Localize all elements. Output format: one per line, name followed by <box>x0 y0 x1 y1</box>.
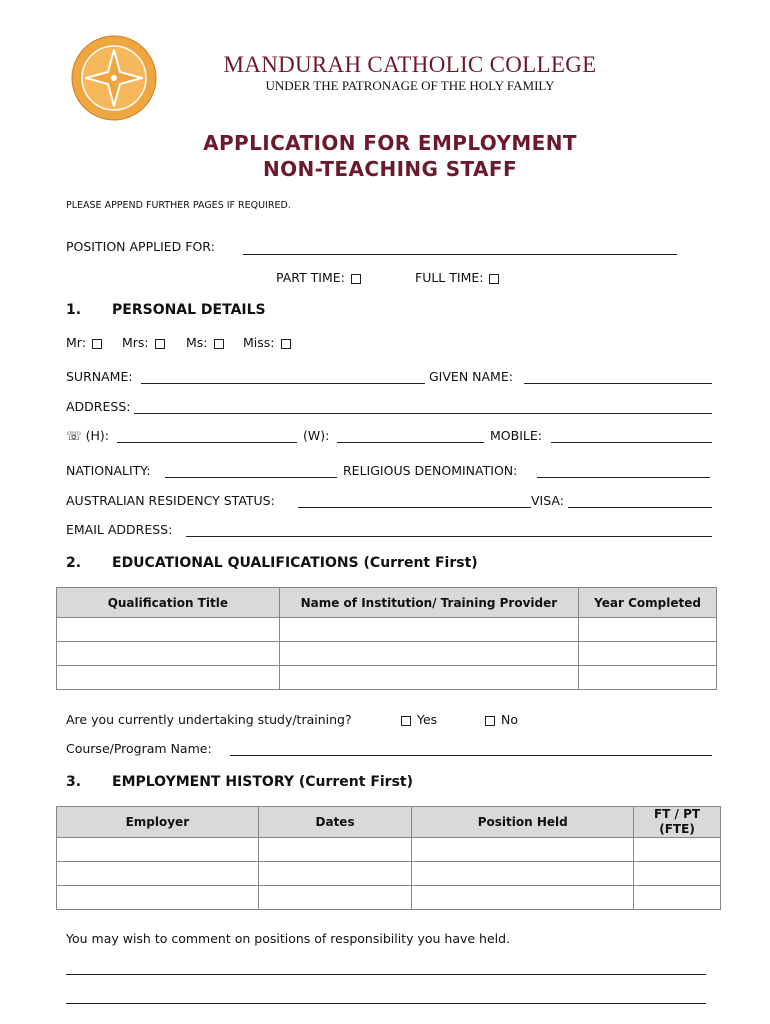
nationality-field[interactable] <box>165 465 337 478</box>
course-field[interactable] <box>230 743 712 756</box>
residency-field[interactable] <box>298 495 531 508</box>
form-title: APPLICATION FOR EMPLOYMENT <box>203 131 577 155</box>
phone-home-field[interactable] <box>117 430 297 443</box>
fte-cell[interactable] <box>634 838 721 862</box>
education-table <box>56 587 717 690</box>
title-ms: Ms: <box>186 335 208 350</box>
comment-line-2[interactable] <box>66 991 706 1004</box>
fte-cell[interactable] <box>634 862 721 886</box>
position-cell[interactable] <box>412 838 634 862</box>
position-label: POSITION APPLIED FOR: <box>66 239 215 254</box>
section-employment-heading: 3. EMPLOYMENT HISTORY (Current First) <box>66 774 414 790</box>
table-row <box>57 618 717 642</box>
mrs-checkbox[interactable] <box>155 339 165 349</box>
study-yes-label: Yes <box>417 712 438 727</box>
form-subtitle: NON-TEACHING STAFF <box>262 157 518 181</box>
position-cell[interactable] <box>412 886 634 910</box>
study-no-label: No <box>501 712 518 727</box>
column-header: Name of Institution/ Training Provider <box>279 588 578 618</box>
dates-cell[interactable] <box>258 862 412 886</box>
institution-cell[interactable] <box>279 666 578 690</box>
column-header: Position Held <box>412 807 634 838</box>
phone-icon: ☏ <box>66 428 82 443</box>
column-header: Employer <box>57 807 259 838</box>
year-cell[interactable] <box>579 666 717 690</box>
religion-label: RELIGIOUS DENOMINATION: <box>343 463 518 478</box>
visa-field[interactable] <box>568 495 712 508</box>
surname-label: SURNAME: <box>66 369 133 384</box>
table-row <box>57 886 721 910</box>
school-name: MANDURAH CATHOLIC COLLEGE <box>223 52 597 77</box>
mr-checkbox[interactable] <box>92 339 102 349</box>
phone-work-label: (W): <box>303 428 330 443</box>
phone-work-field[interactable] <box>337 430 484 443</box>
dates-cell[interactable] <box>258 886 412 910</box>
fte-cell[interactable] <box>634 886 721 910</box>
miss-checkbox[interactable] <box>281 339 291 349</box>
study-question: Are you currently undertaking study/training? <box>66 712 352 727</box>
column-header: Year Completed <box>579 588 717 618</box>
institution-cell[interactable] <box>279 618 578 642</box>
full-time-label: FULL TIME: <box>415 270 484 285</box>
append-note: PLEASE APPEND FURTHER PAGES IF REQUIRED. <box>66 200 291 211</box>
employer-cell[interactable] <box>57 838 259 862</box>
mobile-field[interactable] <box>551 430 712 443</box>
dates-cell[interactable] <box>258 838 412 862</box>
qualification-cell[interactable] <box>57 666 280 690</box>
given-name-field[interactable] <box>524 371 712 384</box>
ms-checkbox[interactable] <box>214 339 224 349</box>
responsibility-comment: You may wish to comment on positions of responsibility you have held. <box>66 931 511 946</box>
visa-label: VISA: <box>531 493 564 508</box>
column-header: Dates <box>258 807 412 838</box>
qualification-cell[interactable] <box>57 618 280 642</box>
address-field[interactable] <box>134 401 712 414</box>
position-field[interactable] <box>243 242 677 255</box>
institution-cell[interactable] <box>279 642 578 666</box>
email-field[interactable] <box>186 524 712 537</box>
email-label: EMAIL ADDRESS: <box>66 522 173 537</box>
column-header: Qualification Title <box>57 588 280 618</box>
nationality-label: NATIONALITY: <box>66 463 151 478</box>
comment-line-1[interactable] <box>66 962 706 975</box>
qualification-cell[interactable] <box>57 642 280 666</box>
given-name-label: GIVEN NAME: <box>429 369 513 384</box>
address-label: ADDRESS: <box>66 399 131 414</box>
residency-label: AUSTRALIAN RESIDENCY STATUS: <box>66 493 275 508</box>
employment-table <box>56 806 721 910</box>
year-cell[interactable] <box>579 618 717 642</box>
table-row <box>57 838 721 862</box>
course-label: Course/Program Name: <box>66 741 212 756</box>
full-time-checkbox[interactable] <box>489 274 499 284</box>
title-miss: Miss: <box>243 335 275 350</box>
position-cell[interactable] <box>412 862 634 886</box>
study-no-checkbox[interactable] <box>485 716 495 726</box>
surname-field[interactable] <box>141 371 425 384</box>
title-mr: Mr: <box>66 335 86 350</box>
religion-field[interactable] <box>537 465 710 478</box>
table-row <box>57 862 721 886</box>
part-time-checkbox[interactable] <box>351 274 361 284</box>
year-cell[interactable] <box>579 642 717 666</box>
study-yes-checkbox[interactable] <box>401 716 411 726</box>
table-row <box>57 642 717 666</box>
employer-cell[interactable] <box>57 862 259 886</box>
mobile-label: MOBILE: <box>490 428 542 443</box>
part-time-label: PART TIME: <box>276 270 345 285</box>
title-mrs: Mrs: <box>122 335 149 350</box>
table-row <box>57 666 717 690</box>
section-personal-heading: 1. PERSONAL DETAILS <box>66 302 266 318</box>
school-subtitle: UNDER THE PATRONAGE OF THE HOLY FAMILY <box>265 78 555 93</box>
phone-home-label: (H): <box>85 428 109 443</box>
section-education-heading: 2. EDUCATIONAL QUALIFICATIONS (Current First) <box>66 555 478 571</box>
employer-cell[interactable] <box>57 886 259 910</box>
column-header: FT / PT (FTE) <box>634 807 721 838</box>
